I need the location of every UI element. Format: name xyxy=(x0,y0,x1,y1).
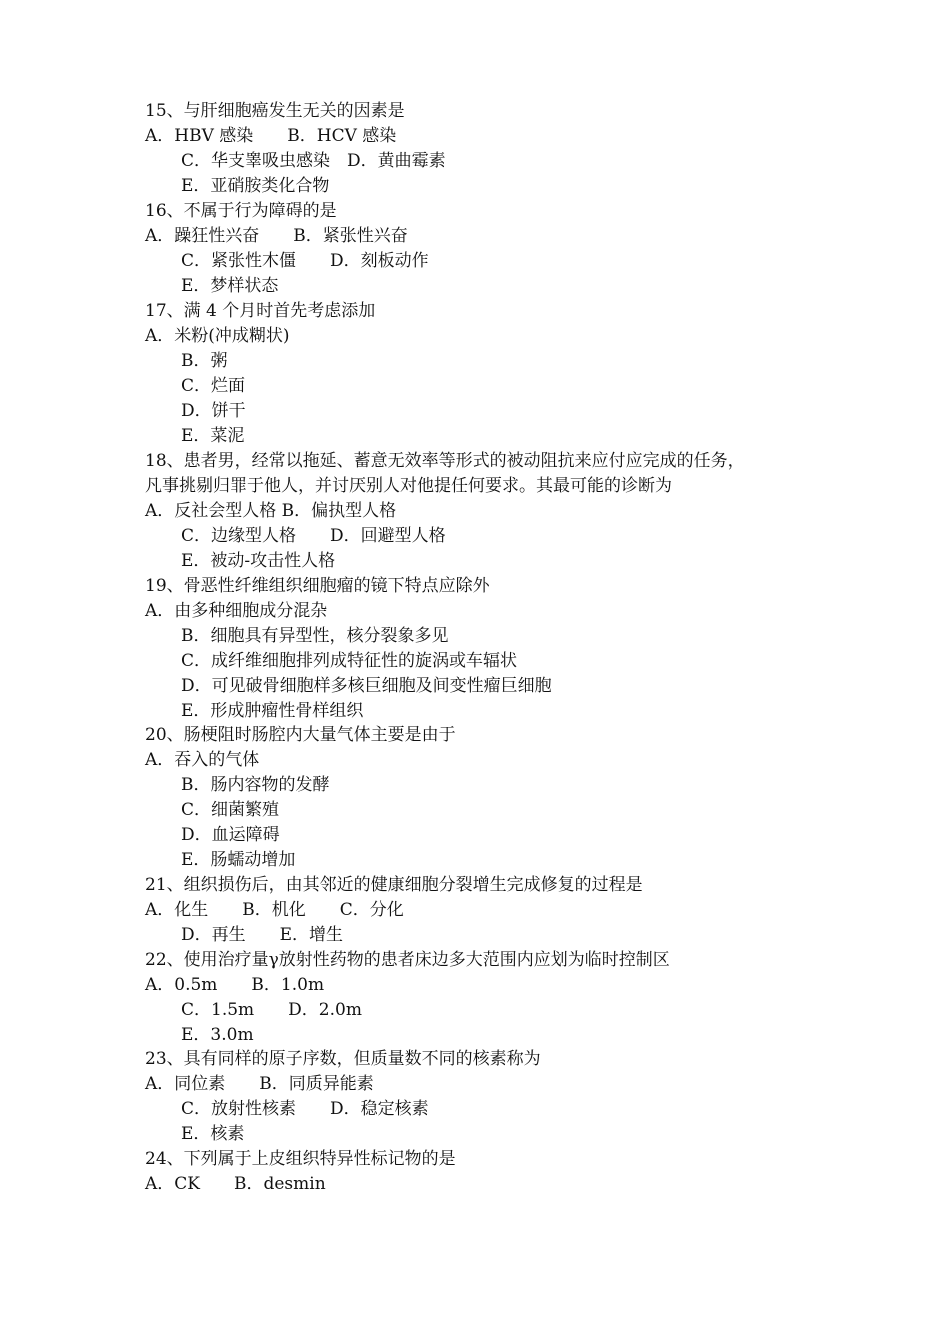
question-17-option-line: B．粥 xyxy=(181,351,228,371)
question-19-option-line: E．形成肿瘤性骨样组织 xyxy=(181,701,364,721)
question-16-option-line: C．紧张性木僵 D．刻板动作 xyxy=(181,251,429,271)
question-23-stem: 23、具有同样的原子序数，但质量数不同的核素称为 xyxy=(145,1049,541,1069)
question-23-option-line: C．放射性核素 D．稳定核素 xyxy=(181,1099,429,1119)
question-16-option-line: E．梦样状态 xyxy=(181,276,279,296)
question-15-option-line: A．HBV 感染 B．HCV 感染 xyxy=(145,126,397,146)
question-24-option-line: A．CK B．desmin xyxy=(145,1174,326,1194)
question-24-stem: 24、下列属于上皮组织特异性标记物的是 xyxy=(145,1149,456,1169)
question-20-option-line: C．细菌繁殖 xyxy=(181,800,280,820)
question-19-option-line: D．可见破骨细胞样多核巨细胞及间变性瘤巨细胞 xyxy=(181,676,552,696)
question-23-option-line: E．核素 xyxy=(181,1124,245,1144)
question-20-stem: 20、肠梗阻时肠腔内大量气体主要是由于 xyxy=(145,725,456,745)
question-18-option-line: E．被动-攻击性人格 xyxy=(181,551,336,571)
question-16-stem: 16、不属于行为障碍的是 xyxy=(145,201,337,221)
question-17-option-line: C．烂面 xyxy=(181,376,246,396)
question-19-option-line: A．由多种细胞成分混杂 xyxy=(145,601,328,621)
question-19-stem: 19、骨恶性纤维组织细胞瘤的镜下特点应除外 xyxy=(145,576,490,596)
question-16-option-line: A．躁狂性兴奋 B．紧张性兴奋 xyxy=(145,226,408,246)
question-18-stem: 18、患者男，经常以拖延、蓄意无效率等形式的被动阻抗来应付应完成的任务， xyxy=(145,451,745,471)
question-20-option-line: E．肠蠕动增加 xyxy=(181,850,296,870)
question-21-option-line: D．再生 E．增生 xyxy=(181,925,344,945)
question-15-option-line: E．亚硝胺类化合物 xyxy=(181,176,330,196)
question-23-option-line: A．同位素 B．同质异能素 xyxy=(145,1074,374,1094)
question-20-option-line: D．血运障碍 xyxy=(181,825,280,845)
question-20-option-line: A．吞入的气体 xyxy=(145,750,260,770)
question-17-option-line: D．饼干 xyxy=(181,401,246,421)
question-17-option-line: A．米粉(冲成糊状) xyxy=(145,326,290,346)
question-21-stem: 21、组织损伤后，由其邻近的健康细胞分裂增生完成修复的过程是 xyxy=(145,875,643,895)
question-18-stem-continued: 凡事挑剔归罪于他人，并讨厌别人对他提任何要求。其最可能的诊断为 xyxy=(145,476,672,496)
question-20-option-line: B．肠内容物的发酵 xyxy=(181,775,330,795)
question-15-stem: 15、与肝细胞癌发生无关的因素是 xyxy=(145,101,405,121)
question-22-option-line: A．0.5m B．1.0m xyxy=(145,975,325,995)
question-18-option-line: C．边缘型人格 D．回避型人格 xyxy=(181,526,446,546)
question-22-stem: 22、使用治疗量γ放射性药物的患者床边多大范围内应划为临时控制区 xyxy=(145,950,670,970)
question-17-option-line: E．菜泥 xyxy=(181,426,245,446)
question-15-option-line: C．华支睾吸虫感染 D．黄曲霉素 xyxy=(181,151,446,171)
question-17-stem: 17、满 4 个月时首先考虑添加 xyxy=(145,301,376,321)
question-22-option-line: E．3.0m xyxy=(181,1025,254,1045)
question-18-option-line: A．反社会型人格 B．偏执型人格 xyxy=(145,501,397,521)
question-19-option-line: C．成纤维细胞排列成特征性的旋涡或车辐状 xyxy=(181,651,518,671)
question-22-option-line: C．1.5m D．2.0m xyxy=(181,1000,362,1020)
question-19-option-line: B．细胞具有异型性，核分裂象多见 xyxy=(181,626,449,646)
question-21-option-line: A．化生 B．机化 C．分化 xyxy=(145,900,404,920)
